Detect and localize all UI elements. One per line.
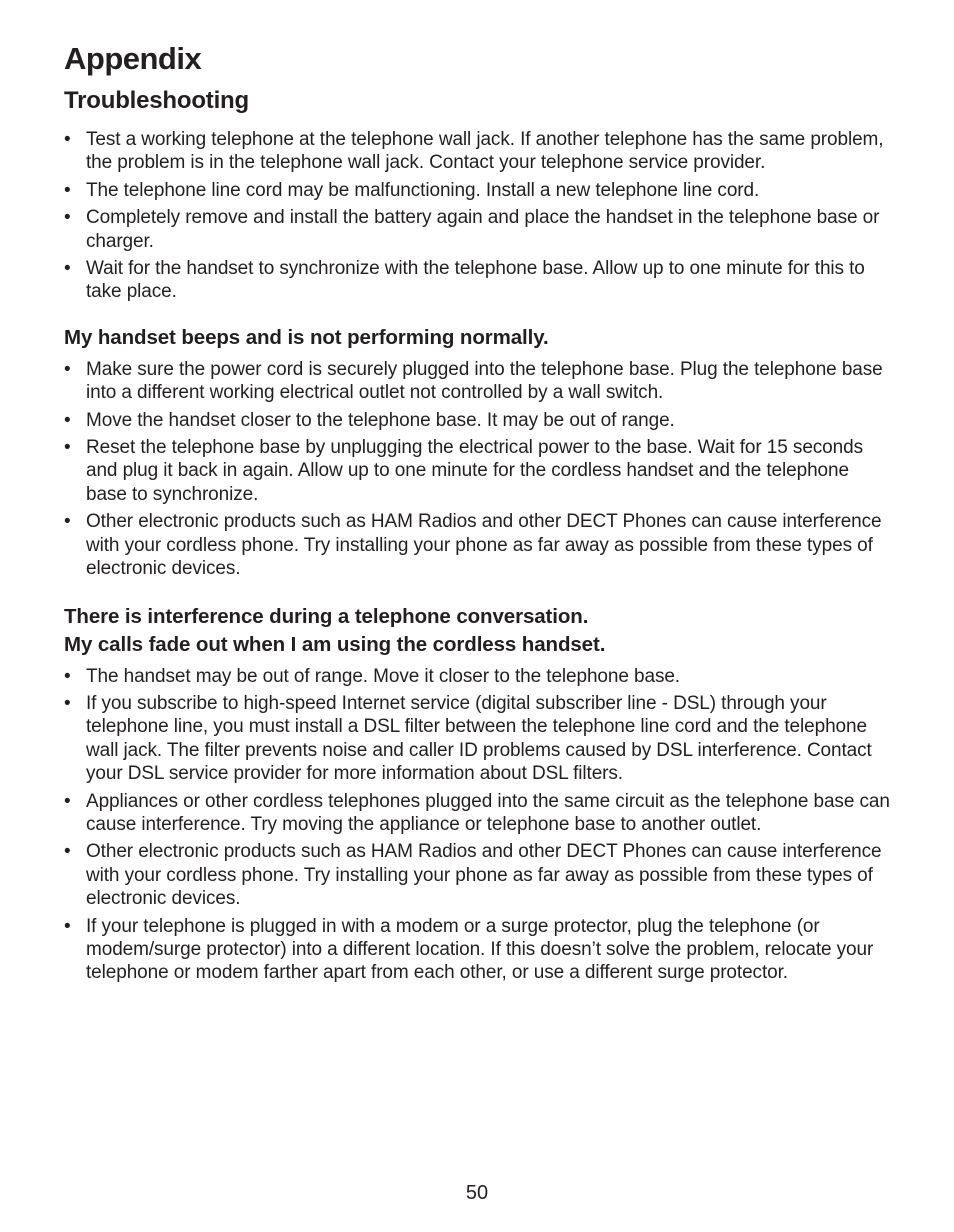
bullet-dot: • — [64, 179, 71, 201]
bullet-text: Wait for the handset to synchronize with the telephone base. Allow up to one minute for this to take place. — [86, 258, 865, 303]
bullet-text: The telephone line cord may be malfunctioning. Install a new telephone line cord. — [86, 179, 760, 201]
bullet-dot: • — [64, 437, 71, 459]
bullet-text: If your telephone is plugged in with a modem or a surge protector, plug the telephone (or modem/surge protector) into a different location. If this doesn’t solve the problem, relocate your telephone or modem farther apart from each other, or use a different surge protector. — [86, 915, 874, 984]
intro-bullet-list — [64, 128, 894, 304]
bullet-text: Move the handset closer to the telephone base. It may be out of range. — [86, 409, 675, 431]
beeps-bullet-list — [64, 358, 894, 581]
bullet-dot: • — [64, 915, 71, 937]
bullet-item — [64, 915, 894, 985]
bullet-dot: • — [64, 511, 71, 533]
bullet-item — [64, 692, 894, 786]
page-title: Appendix — [64, 41, 202, 76]
bullet-text: Completely remove and install the battery again and place the handset in the telephone base or charger. — [86, 207, 880, 252]
bullet-item — [64, 128, 894, 175]
bullet-text: Appliances or other cordless telephones plugged into the same circuit as the telephone base can cause interference. Try moving the appliance or telephone base to another outlet. — [86, 790, 890, 835]
bullet-dot: • — [64, 790, 71, 812]
bullet-dot: • — [64, 207, 71, 229]
bullet-dot: • — [64, 358, 71, 380]
subsection-title-interference: There is interference during a telephone conversation. — [64, 604, 589, 628]
interference-bullet-list — [64, 665, 894, 985]
bullet-item — [64, 206, 894, 253]
bullet-text: Other electronic products such as HAM Radios and other DECT Phones can cause interference with your cordless phone. Try installing your phone as far away as possible from these types of electronic devices. — [86, 841, 882, 910]
bullet-dot: • — [64, 258, 71, 280]
bullet-item — [64, 665, 894, 688]
page-content — [64, 40, 894, 989]
subsection-title-beeps: My handset beeps and is not performing normally. — [64, 325, 549, 349]
bullet-dot: • — [64, 692, 71, 714]
bullet-item — [64, 409, 894, 432]
bullet-item — [64, 358, 894, 405]
bullet-text: The handset may be out of range. Move it closer to the telephone base. — [86, 665, 680, 687]
bullet-dot: • — [64, 665, 71, 687]
bullet-item — [64, 840, 894, 910]
page-number: 50 — [465, 1182, 489, 1204]
bullet-item — [64, 436, 894, 506]
bullet-item — [64, 790, 894, 837]
subsection-title-fade: My calls fade out when I am using the cordless handset. — [64, 632, 606, 656]
bullet-text: Test a working telephone at the telephone wall jack. If another telephone has the same problem, the problem is in the telephone wall jack. Contact your telephone service provider. — [86, 129, 884, 174]
bullet-text: Make sure the power cord is securely plugged into the telephone base. Plug the telephone base into a different working electrical outlet not controlled by a wall switch. — [86, 358, 883, 404]
bullet-dot: • — [64, 129, 71, 150]
bullet-dot: • — [64, 841, 71, 863]
bullet-text: Other electronic products such as HAM Radios and other DECT Phones can cause interference with your cordless phone. Try installing your phone as far away as possible from these types of electronic devices. — [86, 511, 882, 580]
bullet-text: If you subscribe to high-speed Internet service (digital subscriber line - DSL) through your telephone line, you must install a DSL filter between the telephone line cord and the telephone wall jack. The filter prevents noise and caller ID problems caused by DSL interference. Contact your DSL service provider for more information about DSL filters. — [86, 692, 872, 785]
bullet-item — [64, 257, 894, 304]
bullet-item — [64, 510, 894, 580]
bullet-item — [64, 179, 894, 202]
bullet-dot: • — [64, 409, 71, 431]
section-title-troubleshooting: Troubleshooting — [64, 87, 249, 114]
bullet-text: Reset the telephone base by unplugging the electrical power to the base. Wait for 15 seconds and plug it back in again. Allow up to one minute for the cordless handset and the telephone base to synchronize. — [86, 437, 863, 505]
